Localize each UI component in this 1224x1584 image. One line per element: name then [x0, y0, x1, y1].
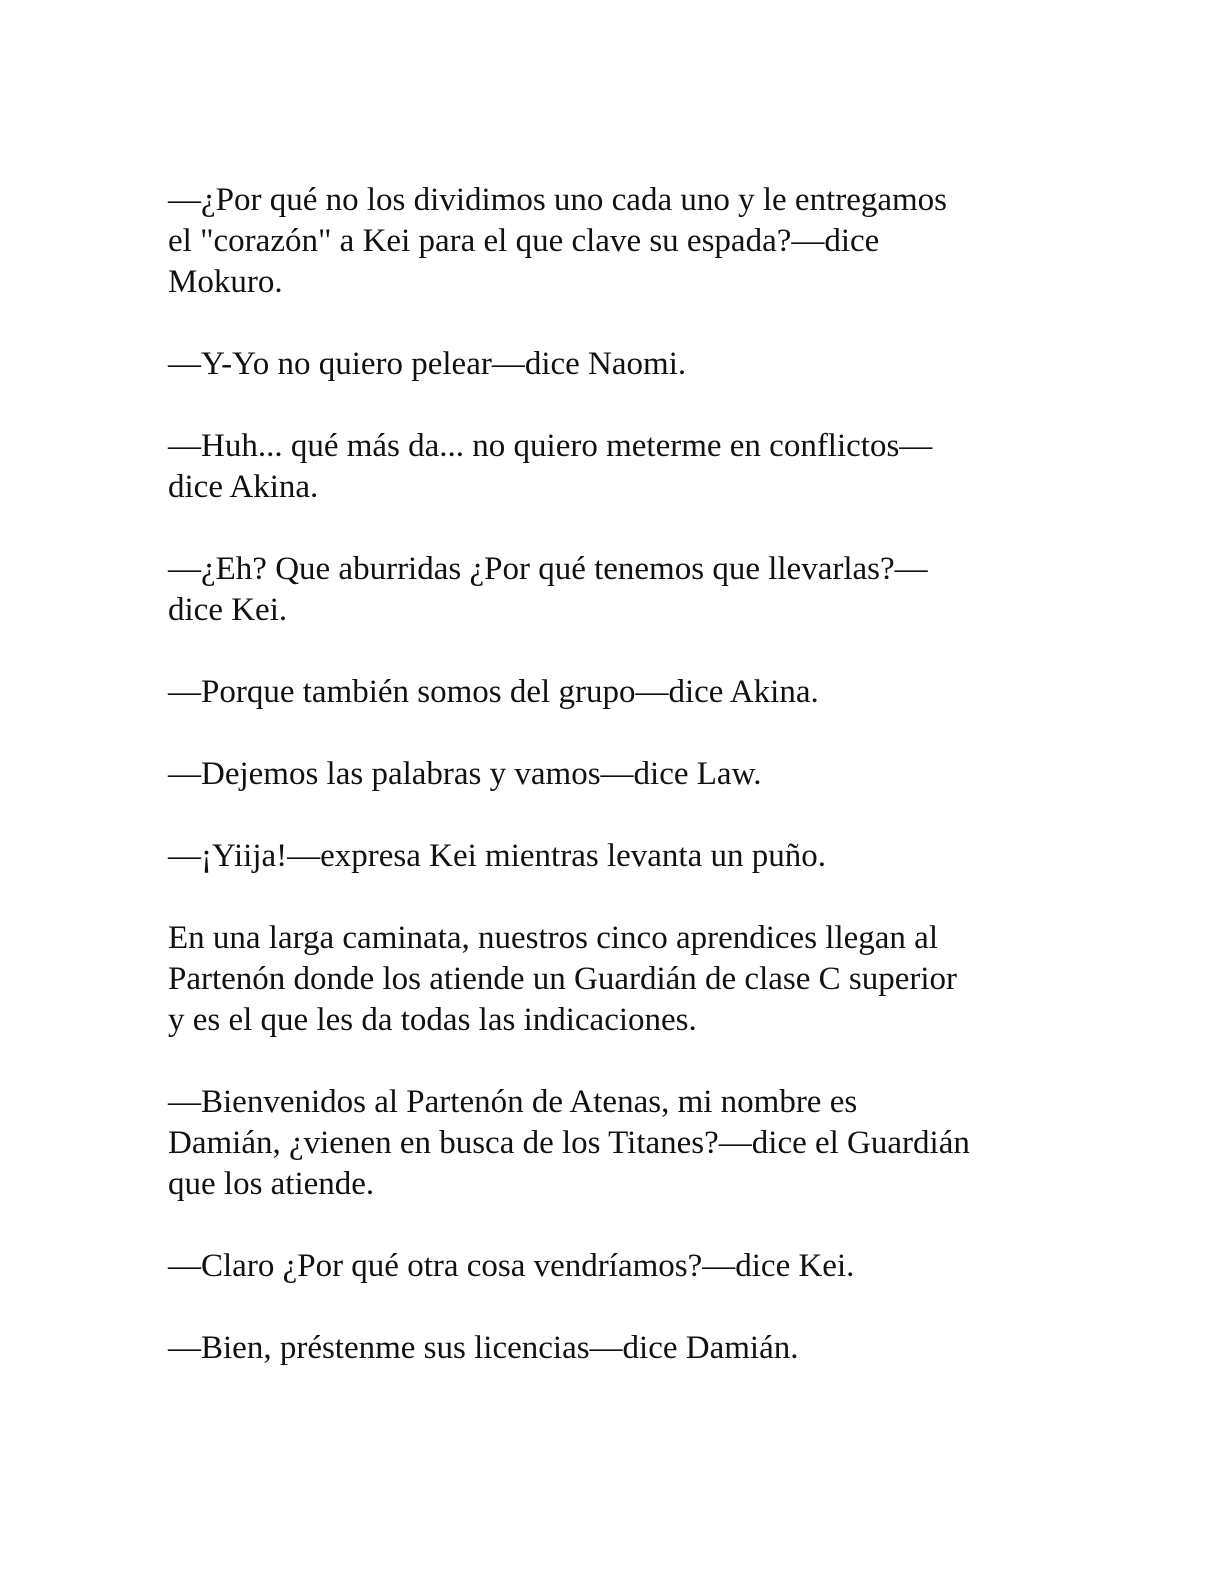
paragraph-7	[168, 836, 1048, 877]
text-line: Partenón donde los atiende un Guardián de clase C superior	[168, 961, 958, 997]
text-line: Mokuro.	[168, 264, 283, 300]
paragraph-3	[168, 426, 1048, 508]
text-line: dice Akina.	[168, 469, 319, 505]
paragraph-8	[168, 918, 1048, 1041]
paragraph-5	[168, 672, 1048, 713]
text-line: y es el que les da todas las indicaciones.	[168, 1002, 697, 1038]
text-line: —Bienvenidos al Partenón de Atenas, mi nombre es	[168, 1084, 858, 1120]
paragraph-11	[168, 1328, 1048, 1369]
text-line: —Bien, préstenme sus licencias—dice Damián.	[168, 1330, 799, 1366]
text-line: —¡Yiija!—expresa Kei mientras levanta un puño.	[168, 838, 826, 874]
text-line: que los atiende.	[168, 1166, 375, 1202]
story-text	[168, 180, 1048, 1410]
paragraph-9	[168, 1082, 1048, 1205]
text-line: —Y-Yo no quiero pelear—dice Naomi.	[168, 346, 687, 382]
text-line: dice Kei.	[168, 592, 288, 628]
paragraph-6	[168, 754, 1048, 795]
text-line: —Claro ¿Por qué otra cosa vendríamos?—dice Kei.	[168, 1248, 855, 1284]
text-line: —Huh... qué más da... no quiero meterme en conflictos—	[168, 428, 933, 464]
text-line: el "corazón" a Kei para el que clave su espada?—dice	[168, 223, 880, 259]
text-line: En una larga caminata, nuestros cinco aprendices llegan al	[168, 920, 938, 956]
text-line: —¿Por qué no los dividimos uno cada uno y le entregamos	[168, 182, 948, 218]
text-line: —Porque también somos del grupo—dice Akina.	[168, 674, 819, 710]
paragraph-4	[168, 549, 1048, 631]
paragraph-10	[168, 1246, 1048, 1287]
text-line: Damián, ¿vienen en busca de los Titanes?—dice el Guardián	[168, 1125, 970, 1161]
text-line: —Dejemos las palabras y vamos—dice Law.	[168, 756, 762, 792]
paragraph-1	[168, 180, 1048, 303]
paragraph-2	[168, 344, 1048, 385]
text-line: —¿Eh? Que aburridas ¿Por qué tenemos que llevarlas?—	[168, 551, 928, 587]
